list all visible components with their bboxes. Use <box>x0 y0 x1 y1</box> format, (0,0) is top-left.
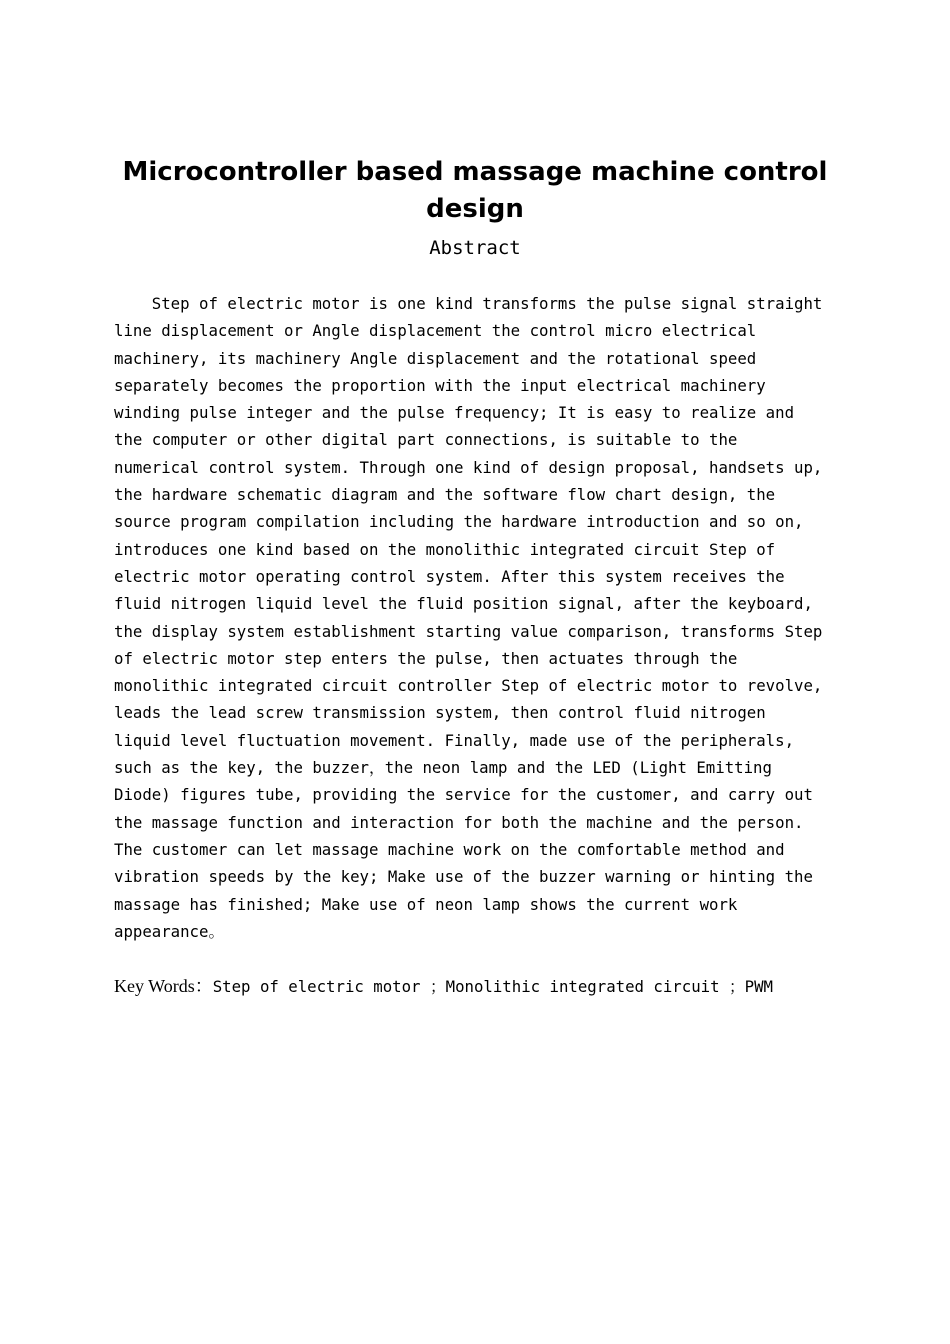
abstract-line: numerical control system. Through one kind of design proposal, handsets up, <box>114 457 823 477</box>
abstract-line: of electric motor step enters the pulse, then actuates through the <box>114 648 738 668</box>
abstract-line: the hardware schematic diagram and the software flow chart design, the <box>114 485 776 505</box>
abstract-line: monolithic integrated circuit controller Step of electric motor to revolve, <box>114 676 823 696</box>
abstract-line: the display system establishment starting value comparison, transforms Step <box>114 621 823 641</box>
keywords-values: Step of electric motor ；Monolithic integrated circuit ；PWM <box>212 977 773 996</box>
abstract-line: fluid nitrogen liquid level the fluid position signal, after the keyboard, <box>114 594 813 614</box>
abstract-line: the massage function and interaction for both the machine and the person. <box>114 812 804 832</box>
abstract-line: The customer can let massage machine work on the comfortable method and <box>114 839 785 859</box>
abstract-line: winding pulse integer and the pulse frequency; It is easy to realize and <box>114 403 795 423</box>
abstract-line: liquid level fluctuation movement. Finally, made use of the peripherals, <box>114 730 795 750</box>
abstract-line: such as the key, the buzzer，the neon lamp and the LED (Light Emitting <box>114 758 772 778</box>
keywords-label: Key Words： <box>114 976 213 996</box>
keywords-line <box>114 973 836 1001</box>
abstract-line: leads the lead screw transmission system, then control fluid nitrogen <box>114 703 766 723</box>
abstract-line: vibration speeds by the key; Make use of the buzzer warning or hinting the <box>114 867 813 887</box>
document-title: Microcontroller based massage machine control design <box>122 157 828 224</box>
abstract-body <box>114 290 836 945</box>
abstract-line: source program compilation including the hardware introduction and so on, <box>114 512 804 532</box>
abstract-line: appearance。 <box>114 921 225 941</box>
abstract-line: electric motor operating control system. After this system receives the <box>114 566 785 586</box>
abstract-line: massage has finished; Make use of neon lamp shows the current work <box>114 894 738 914</box>
abstract-heading: Abstract <box>429 237 521 259</box>
abstract-line: Diode) figures tube, providing the service for the customer, and carry out <box>114 785 813 805</box>
abstract-line: machinery, its machinery Angle displacement and the rotational speed <box>114 348 757 368</box>
abstract-line: the computer or other digital part connections, is suitable to the <box>114 430 738 450</box>
abstract-line: separately becomes the proportion with the input electrical machinery <box>114 375 766 395</box>
abstract-line: Step of electric motor is one kind transforms the pulse signal straight <box>114 294 823 313</box>
abstract-line: line displacement or Angle displacement the control micro electrical <box>114 321 757 341</box>
abstract-line: introduces one kind based on the monolithic integrated circuit Step of <box>114 539 776 559</box>
